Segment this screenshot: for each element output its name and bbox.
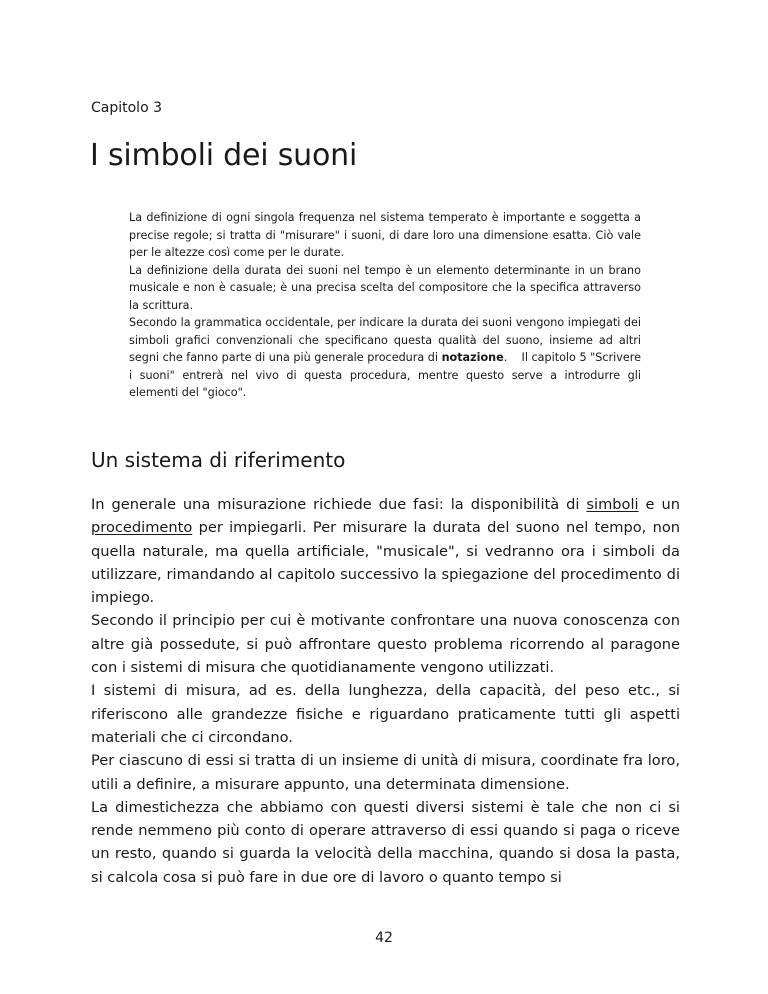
- abstract-paragraph: [129, 314, 645, 402]
- chapter-title: I simboli dei suoni: [90, 138, 358, 173]
- chapter-label: Capitolo 3: [91, 100, 162, 116]
- underlined-term: simboli: [586, 496, 639, 513]
- body-paragraph: La dimestichezza che abbiamo con questi diversi sistemi è tale che non ci si rende nemmeno più conto di operare attraverso di essi quando si paga o riceve un resto, quando si guarda la velocità della macchina, quando si dosa la pasta, si calcola cosa si può fare in due ore di lavoro o quanto tempo si: [91, 798, 680, 886]
- section-body: [91, 493, 680, 889]
- page-number: 42: [375, 930, 393, 946]
- body-text: per impiegarli. Per misurare la durata del suono nel tempo, non quella naturale, ma quella artificiale, "musicale", si vedranno ora i simboli da utilizzare, rimandando al capitolo successivo la spiegazione del procedimento di impiego.: [91, 519, 680, 607]
- abstract-text: . Il capitolo 5 "Scrivere i suoni" entrerà nel vivo di questa procedura, mentre questo serve a introdurre gli elementi del "gioco".: [129, 351, 645, 399]
- bold-term: notazione: [441, 351, 504, 364]
- body-text: e un: [638, 496, 680, 513]
- body-paragraph: Secondo il principio per cui è motivante confrontare una nuova conoscenza con altre già possedute, si può affrontare questo problema ricorrendo al paragone con i sistemi di misura che quotidianamente vengono utilizzati.: [91, 612, 680, 677]
- abstract-paragraph: La definizione di ogni singola frequenza nel sistema temperato è importante e soggetta a precise regole; si tratta di "misurare" i suoni, di dare loro una dimensione esatta. Ciò vale per le altezze così come per le durate.: [129, 211, 641, 259]
- abstract-text: Secondo la grammatica occidentale, per indicare la durata dei suoni vengono impiegati dei simboli grafici convenzionali che specificano questa qualità del suono, insieme ad altri segni che fanno parte di una più generale procedura di: [129, 316, 641, 364]
- underlined-term: procedimento: [91, 519, 193, 537]
- body-paragraph: [91, 493, 680, 609]
- body-paragraph: Per ciascuno di essi si tratta di un insieme di unità di misura, coordinate fra loro, utili a definire, a misurare appunto, una determinata dimensione.: [91, 752, 680, 793]
- body-paragraph: I sistemi di misura, ad es. della lunghezza, della capacità, del peso etc., si riferiscono alle grandezze fisiche e riguardano praticamente tutti gli aspetti materiali che ci circondano.: [91, 682, 680, 746]
- chapter-abstract: [129, 209, 645, 402]
- abstract-paragraph: La definizione della durata dei suoni nel tempo è un elemento determinante in un brano musicale e non è casuale; è una precisa scelta del compositore che la specifica attraverso la scrittura.: [129, 263, 641, 312]
- section-title: Un sistema di riferimento: [91, 448, 346, 472]
- body-text: In generale una misurazione richiede due fasi: la disponibilità di: [91, 496, 587, 513]
